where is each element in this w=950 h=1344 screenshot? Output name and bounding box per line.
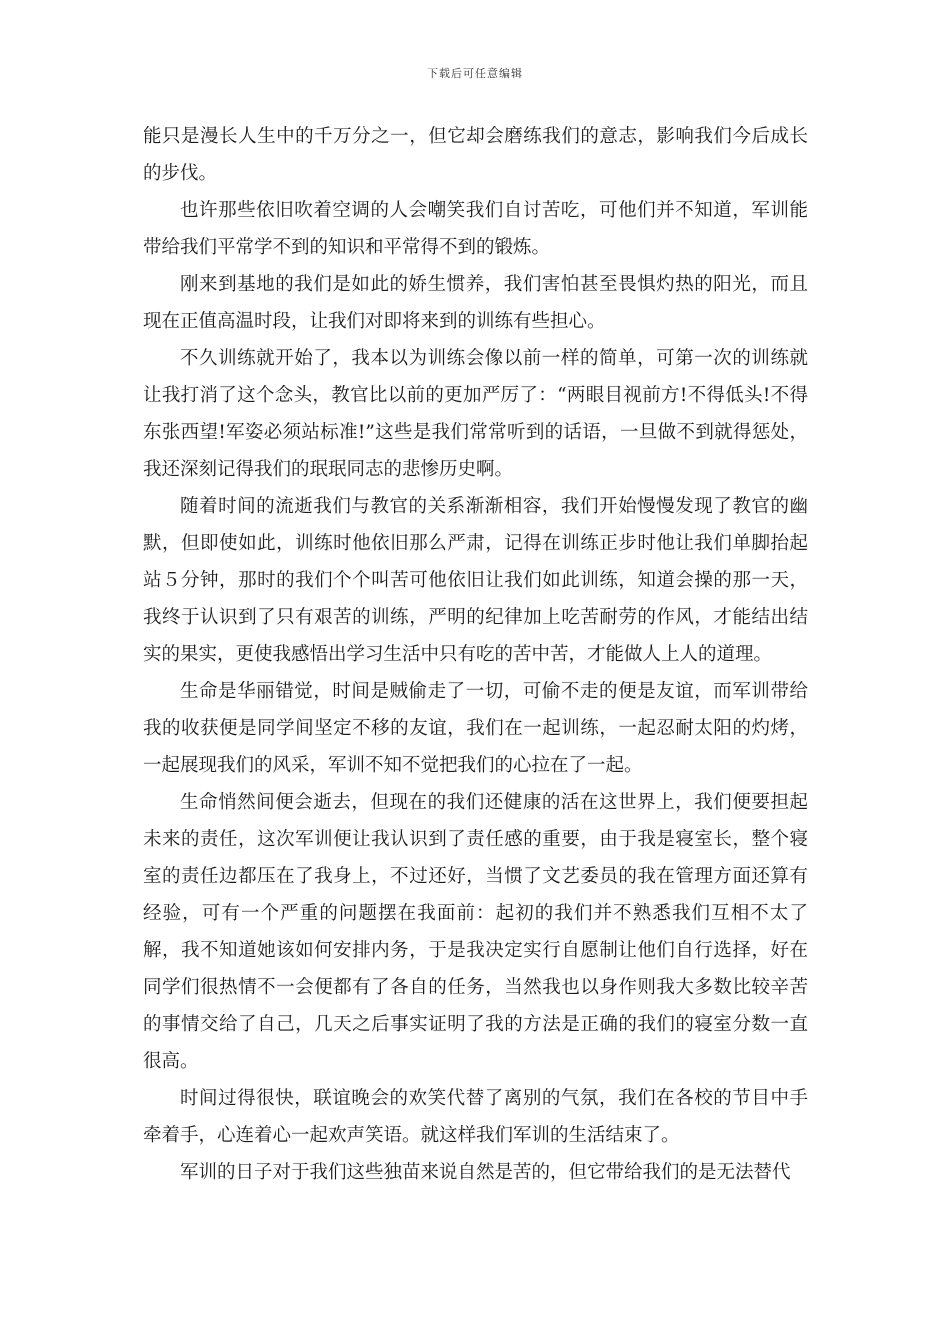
paragraph: 随着时间的流逝我们与教官的关系渐渐相容，我们开始慢慢发现了教官的幽默，但即使如此，训练时他依旧那么严肃，记得在训练正步时他让我们单脚抬起站５分钟，那时的我们个个叫苦可他依旧让我们如此训练，知道会操的那一天，我终于认识到了只有艰苦的训练，严明的纪律加上吃苦耐劳的作风，才能结出结实的果实，更使我感悟出学习生活中只有吃的苦中苦，才能做人上人的道理。 xyxy=(143,496,808,665)
paragraph: 生命悄然间便会逝去，但现在的我们还健康的活在这世界上，我们便要担起未来的责任，这次军训便让我认识到了责任感的重要，由于我是寝室长，整个寝室的责任边都压在了我身上，不过还好，当惯了文艺委员的我在管理方面还算有经验，可有一个严重的问题摆在我面前：起初的我们并不熟悉我们互相不太了解，我不知道她该如何安排内务，于是我决定实行自愿制让他们自行选择，好在同学们很热情不一会便都有了各自的任务，当然我也以身作则我大多数比较辛苦的事情交给了自己，几天之后事实证明了我的方法是正确的我们的寝室分数一直很高。 xyxy=(143,792,808,1072)
page-header: 下载后可任意编辑 xyxy=(427,67,523,80)
paragraph-continuation: 能只是漫长人生中的千万分之一，但它却会磨练我们的意志，影响我们今后成长的步伐。 xyxy=(143,126,808,184)
paragraph: 军训的日子对于我们这些独苗来说自然是苦的，但它带给我们的是无法替代 xyxy=(180,1162,791,1183)
paragraph: 也许那些依旧吹着空调的人会嘲笑我们自讨苦吃，可他们并不知道，军训能带给我们平常学不到的知识和平常得不到的锻炼。 xyxy=(143,200,808,258)
document-body xyxy=(143,118,808,1191)
paragraph: 时间过得很快，联谊晚会的欢笑代替了离别的气氛，我们在各校的节目中手牵着手，心连着心一起欢声笑语。就这样我们军训的生活结束了。 xyxy=(143,1088,808,1146)
paragraph: 不久训练就开始了，我本以为训练会像以前一样的简单，可第一次的训练就让我打消了这个念头，教官比以前的更加严厉了：“两眼目视前方!不得低头!不得东张西望!军姿必须站标准!”这些是我们常常听到的话语，一旦做不到就得惩处，我还深刻记得我们的珉珉同志的悲惨历史啊。 xyxy=(143,348,808,480)
paragraph: 刚来到基地的我们是如此的娇生惯养，我们害怕甚至畏惧灼热的阳光，而且现在正值高温时段，让我们对即将来到的训练有些担心。 xyxy=(143,274,808,332)
paragraph: 生命是华丽错觉，时间是贼偷走了一切，可偷不走的便是友谊，而军训带给我的收获便是同学间坚定不移的友谊，我们在一起训练，一起忍耐太阳的灼烤，一起展现我们的风采，军训不知不觉把我们的心拉在了一起。 xyxy=(143,681,808,776)
